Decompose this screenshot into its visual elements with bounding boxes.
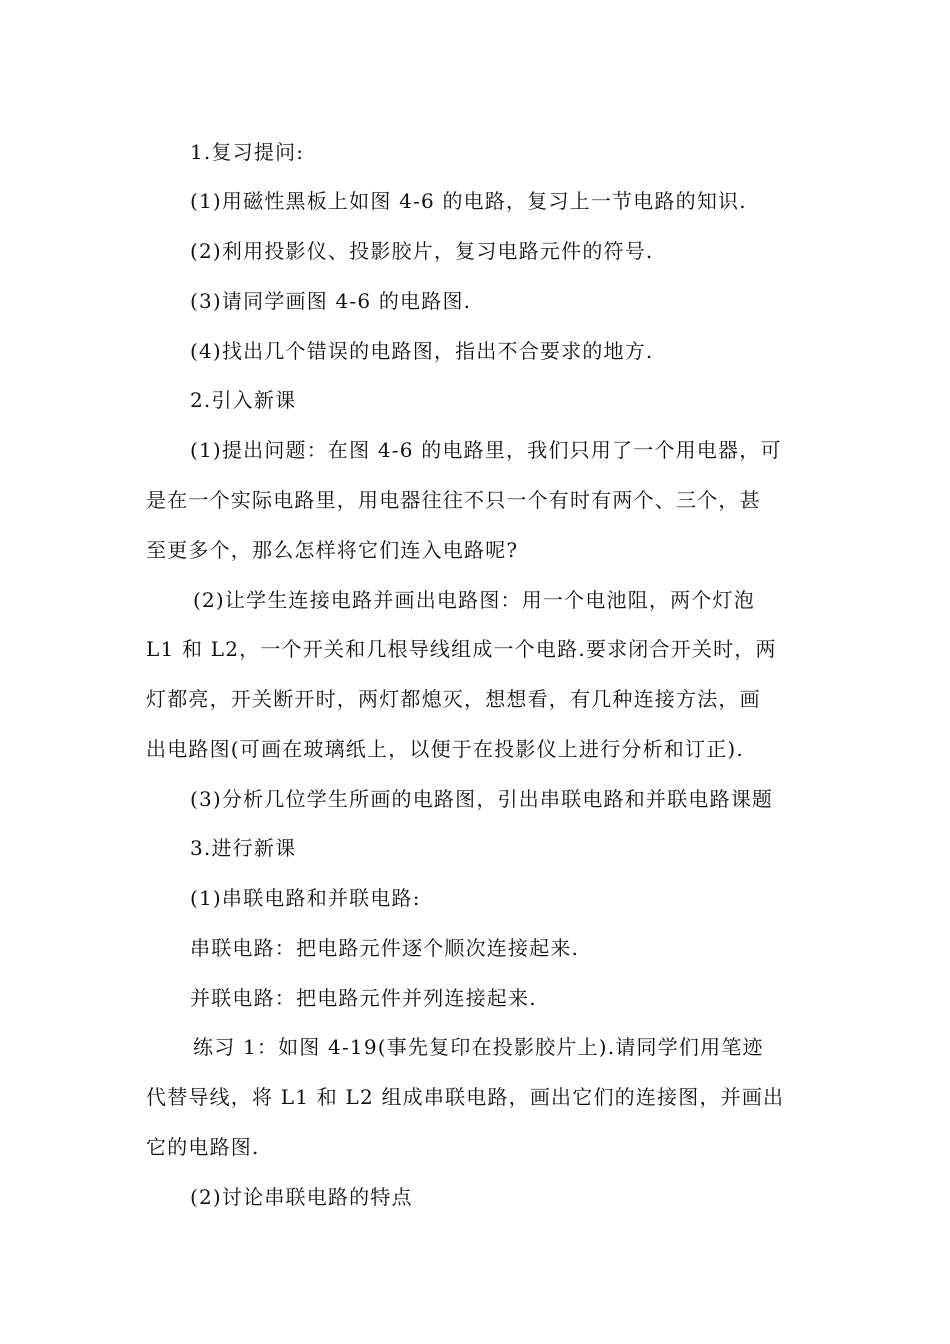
paragraph-line: (3)分析几位学生所画的电路图，引出串联电路和并联电路课题 [190,787,774,811]
paragraph-line: 练习 1：如图 4-19(事先复印在投影胶片上).请同学们用笔迹 [193,1035,764,1059]
paragraph-line: (2)讨论串联电路的特点 [190,1185,413,1209]
heading-new-lesson: 3.进行新课 [190,836,297,860]
paragraph-line: 它的电路图. [146,1135,260,1159]
paragraph-line: 代替导线，将 L1 和 L2 组成串联电路，画出它们的连接图，并画出 [146,1085,785,1109]
paragraph-line: 串联电路：把电路元件逐个顺次连接起来. [190,936,580,960]
paragraph-line: 出电路图(可画在玻璃纸上，以便于在投影仪上进行分析和订正). [146,737,744,761]
paragraph-line: (1)提出问题：在图 4-6 的电路里，我们只用了一个用电器，可 [190,438,782,462]
paragraph-line: (2)让学生连接电路并画出电路图：用一个电池阻，两个灯泡 [193,588,755,612]
paragraph-line: (4)找出几个错误的电路图，指出不合要求的地方. [190,339,654,363]
heading-new-lesson-intro: 2.引入新课 [190,388,297,412]
paragraph-line: (2)利用投影仪、投影胶片，复习电路元件的符号. [190,239,654,263]
paragraph-line: (1)用磁性黑板上如图 4-6 的电路，复习上一节电路的知识. [190,189,747,213]
paragraph-line: 至更多个，那么怎样将它们连入电路呢? [146,538,519,562]
heading-review-questions: 1.复习提问: [190,140,305,164]
paragraph-line: 并联电路：把电路元件并列连接起来. [190,986,537,1010]
paragraph-line: (3)请同学画图 4-6 的电路图. [190,289,472,313]
paragraph-line: 是在一个实际电路里，用电器往往不只一个有时有两个、三个，甚 [146,488,761,512]
paragraph-line: L1 和 L2，一个开关和几根导线组成一个电路.要求闭合开关时，两 [146,637,777,661]
paragraph-line: 灯都亮，开关断开时，两灯都熄灭，想想看，有几种连接方法，画 [146,687,761,711]
paragraph-line: (1)串联电路和并联电路: [190,886,421,910]
